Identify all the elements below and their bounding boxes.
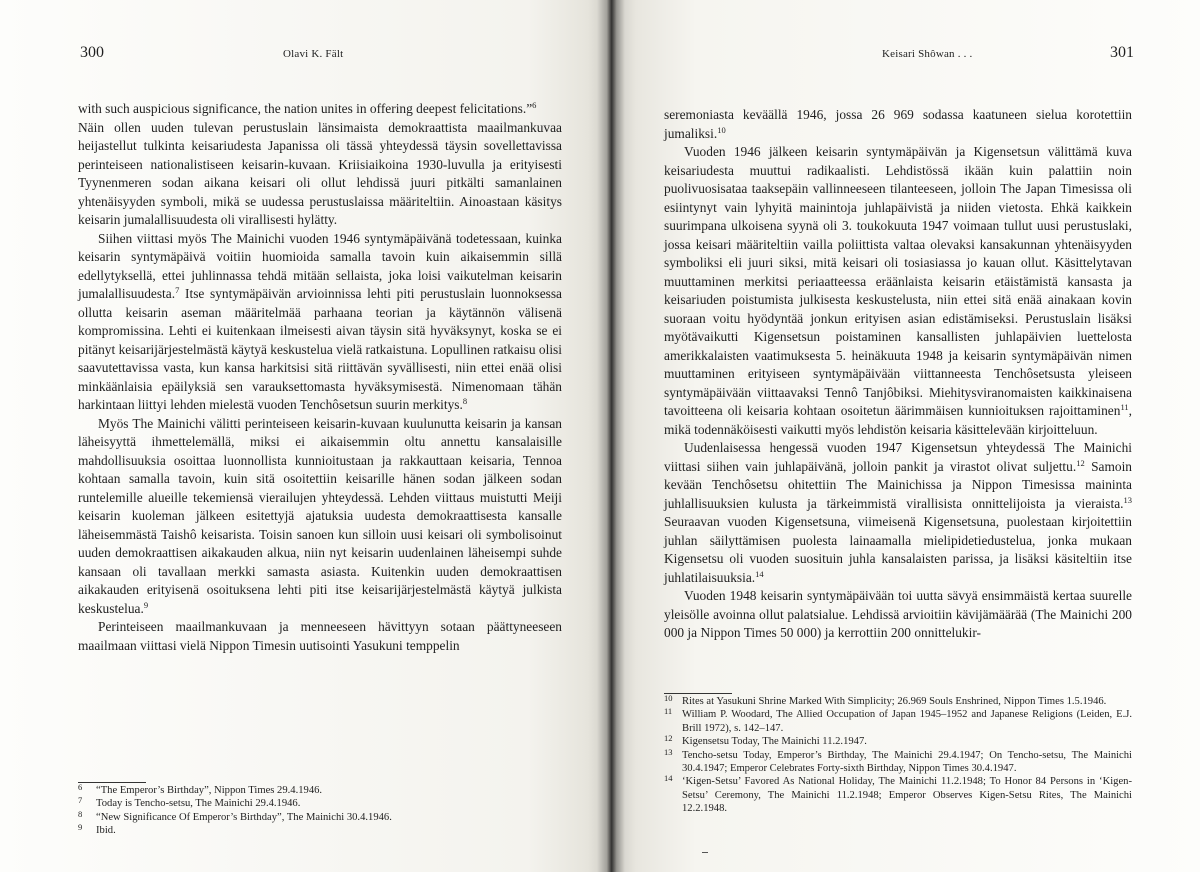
right-footnote: 10 Rites at Yasukuni Shrine Marked With Simplicity; 26.969 Souls Enshrined, Nippon Times 1.5.1946. <box>664 693 1107 707</box>
right-paragraph <box>664 439 1132 587</box>
footnote-text: “New Significance Of Emperor’s Birthday”, The Mainichi 30.4.1946. <box>96 811 392 823</box>
footnote-text: ‘Kigen-Setsu’ Favored As National Holiday, The Mainichi 11.2.1948; To Honor 84 Persons in ‘Kigen-Setsu’ Ceremony, The Mainichi 11.2.1948; Emperor Observes Kigen-Setsu Rites, The Mainichi 12.2.1948. <box>682 776 1132 815</box>
footnote-reference: 6 <box>532 100 537 110</box>
footnote-reference: 8 <box>462 396 468 406</box>
left-page-number: 300 <box>80 44 104 61</box>
right-footnote: 13 Tencho-setsu Today, Emperor’s Birthday, The Mainichi 29.4.1947; On Tencho-setsu, The Mainichi 30.4.1947; Emperor Celebrates Forty-sixth Birthday, Nippon Times 30.4.1947. <box>664 746 1132 775</box>
left-paragraph <box>78 618 562 655</box>
paragraph-text: Samoin kevään Tenchôsetsu ohitettiin The Mainichissa ja Nippon Timesissa maininta juhlallisuuksien kulusta ja tärkeimmistä virallisista onnittelijoista ja vieraista. <box>664 458 1132 511</box>
footnote-reference: 14 <box>755 568 764 579</box>
left-paragraph <box>78 100 562 119</box>
left-paragraph <box>78 119 562 230</box>
right-paragraph <box>664 143 1132 439</box>
paragraph-text: Vuoden 1948 keisarin syntymäpäivään toi uutta sävyä ensimmäistä kertaa suurelle yleisölle avoinna ollut palatsialue. Lehdissä arvioitiin kävijämäärää (The Mainichi 200 000 ja Nippon Times 50 000) ja kerrottiin 200 onnittelukir- <box>664 588 1132 640</box>
left-footnote: 7 Today is Tencho-setsu, The Mainichi 29.4.1946. <box>78 795 301 810</box>
footnote-reference: 13 <box>1123 494 1132 505</box>
paragraph-text: Itse syntymäpäivän arvioinnissa lehti piti perustuslain luonnoksessa ollutta keisarin aseman määritelmää parhaana teorian ja käytännön välisenä kompromissina. Lehti ei kuitenkaan ilmeisesti aivan täysin sitä hyväksynyt, koska se ei pitänyt keisarijärjestelmästä käytyä keskustelua vielä ratkaistuna. Lopullinen ratkaisu olisi saavutettavissa vasta, kun kansa harkitsisi sitä riittävän syvällisesti, niin ettei enää olisi minkäänlaisia epäilyksiä sen varauksettomasta hyväksymisestä. Nimenomaan tähän harkintaan liittyi lehden mielestä vuoden Tenchôsetsun suurin merkitys. <box>78 286 562 412</box>
book-gutter <box>597 0 625 872</box>
left-footnotes <box>78 784 562 838</box>
paragraph-text: Uudenlaisessa hengessä vuoden 1947 Kigensetsun yhteydessä The Mainichi viittasi siihen vain juhlapäivänä, jolloin pankit ja virastot olivat suljettu. <box>664 440 1132 474</box>
page-mark <box>702 852 708 853</box>
paragraph-text: with such auspicious significance, the nation unites in offering deepest felicitations.” <box>78 101 533 116</box>
footnote-text: William P. Woodard, The Allied Occupation of Japan 1945–1952 and Japanese Religions (Leiden, E.J. Brill 1972), s. 142–147. <box>682 709 1132 734</box>
paragraph-text: seremoniasta keväällä 1946, jossa 26 969 sodassa kaatuneen sielua korotettiin jumaliksi. <box>664 107 1132 141</box>
right-page-header <box>664 42 1132 64</box>
footnote-text: Today is Tencho-setsu, The Mainichi 29.4.1946. <box>96 798 301 810</box>
footnote-reference: 12 <box>1076 457 1085 468</box>
footnote-reference: 7 <box>175 285 180 295</box>
footnote-text: Rites at Yasukuni Shrine Marked With Simplicity; 26.969 Souls Enshrined, Nippon Times 1.5.1946. <box>682 696 1107 707</box>
paragraph-text: Myös The Mainichi välitti perinteiseen keisarin-kuvaan kuulunutta keisarin ja kansan läheisyyttä ihmettelemällä, miksi ei aikaisemmin oltu annettu kansalaisille mahdollisuuksia osoittaa luonnollista kunnioitustaan ja rakkauttaan keisaria, Tennoa kohtaan samalla tavoin, kuin sitä osoitettiin keisarille hänen sodan jälkeen sodan runtelemille alueille tekemiensä vierailujen yhteydessä. Lehden viittaus muistutti Meiji keisarin kuoleman jälkeen esitettyjä ajatuksia uudesta demokraattisesta kansalle läheisemmästä Taishô keisarista. Toisin sanoen kun silloin uusi keisari oli symbolisoinut uuden demokraattisen aikakauden alkua, niin nyt keisarin uudenlainen läheisempi suhde kansaan oli tavallaan merkki samasta asiasta. Kuitenkin uuden demokraattisen aikakauden erityisenä osoituksena lehti piti itse keisarijärjestelmästä käytyä julkista keskustelua. <box>78 415 562 616</box>
paragraph-text: Siihen viittasi myös The Mainichi vuoden 1946 syntymäpäivänä todetessaan, kuinka keisarin syntymäpäivä voitiin huomioida samalla tavoin kuin aikaisemmin sillä edellytyksellä, ettei juhlinnassa tehdä mitään sellaista, joka loisi vaikutelman keisarin jumalallisuudesta. <box>78 230 562 301</box>
paragraph-text: Seuraavan vuoden Kigensetsuna, viimeisenä Kigensetsuna, puolestaan kirjoitettiin juhlan säilyttämisen puolesta lainaamalla mielipidetiedustelua, jonka mukaan Kigensetsu oli vuoden suosituin juhla kansalaisten parissa, ja lisäksi käsiteltiin itse juhlatilaisuuksia. <box>664 514 1132 585</box>
footnote-text: Kigensetsu Today, The Mainichi 11.2.1947. <box>682 736 867 748</box>
right-page <box>664 0 1132 872</box>
paragraph-text: , mikä todennäköisesti vaikutti myös lehdistön keisaria käsittelevään kirjoitteluun. <box>664 403 1132 437</box>
right-body-text <box>664 106 1132 643</box>
right-running-head: Keisari Shôwan . . . <box>882 48 973 60</box>
footnote-text: Tencho-setsu Today, Emperor’s Birthday, The Mainichi 29.4.1947; On Tencho-setsu, The Mainichi 30.4.1947; Emperor Celebrates Forty-sixth Birthday, Nippon Times 30.4.1947. <box>682 749 1132 775</box>
footnote-reference: 11 <box>1120 402 1129 412</box>
paragraph-text: Vuoden 1946 jälkeen keisarin syntymäpäivän ja Kigensetsun välittämä kuva keisariudesta muuttui radikaalisti. Lehdistössä ikään kuin palattiin noin puolivuosisataa taaksepäin vallinneeseen tilanteeseen, jolloin The Japan Timesissa oli esiintynyt vain lyhyitä mainintoja juhlapäivistä ja niiden vietosta. Ehkä kaikkein suurimpana ulkoisena syynä oli 3. toukokuuta 1947 voimaan tullut uusi perustuslaki, jossa keisari määriteltiin vailla poliittista valtaa olevaksi kansakunnan yhtenäisyyden symboliksi eli juuri siksi, mitä keisari oli tosiasiassa jo kauan ollut. Käsittelytavan muuttaminen merkitsi periaatteessa eräänlaista keisarin etäistämistä kansasta ja keisariuden poistumista julkisesta keskustelusta, niin ettei sitä enää ainakaan kovin suoraan voitu hyödyntää jonkun erityisen asian edistämiseksi. Perustuslain lisäksi myötävaikutti Kigensetsun poistaminen kansallisten juhlapäivien luettelosta amerikkalaisten vaatimuksesta 5. heinäkuuta 1948 ja keisarin syntymäpäivän nimen muuttaminen erityiseen syntymäpäivään viittanneesta Tenchôsetsusta yleiseen syntymäpäivään viittaavaksi Tennô Tanjôbiksi. Miehitysviranomaisten kaikkinaisena tavoitteena oli keisaria kohtaan osoitetun äärimmäisen kunnioituksen rajoittaminen <box>664 144 1132 418</box>
footnote-reference: 9 <box>143 599 149 610</box>
footnote-text: Ibid. <box>96 825 116 837</box>
right-page-number: 301 <box>1110 44 1134 61</box>
footnote-text: “The Emperor’s Birthday”, Nippon Times 29.4.1946. <box>96 785 323 796</box>
footnote-reference: 10 <box>717 124 726 135</box>
left-footnote: 6 “The Emperor’s Birthday”, Nippon Times 29.4.1946. <box>78 782 323 796</box>
left-page-header <box>78 42 562 64</box>
right-paragraph <box>664 587 1132 643</box>
left-paragraph <box>78 415 562 619</box>
left-footnote-rule <box>78 782 146 783</box>
left-footnote: 8 “New Significance Of Emperor’s Birthday”, The Mainichi 30.4.1946. <box>78 808 392 823</box>
paragraph-text: Näin ollen uuden tulevan perustuslain länsimaista demokraattista maailmankuvaa heijastellut tulkinta keisariudesta Japanissa oli tässä yhteydessä täysin sovellettavissa perinteiseen nationalistiseen keisarin-kuvaan. Kriisiaikoina 1930-luvulla ja erityisesti Tyynenmeren sodan aikana keisari oli ollut lehdissä juuri pitkälti samanlainen yhtenäisyyden symboli, mikä se uudessa perustuslaissa määriteltiin. Ainoastaan käsitys keisarin jumalallisuudesta oli virallisesti hylätty. <box>78 119 562 227</box>
right-footnote: 12 Kigensetsu Today, The Mainichi 11.2.1947. <box>664 733 867 748</box>
left-running-head: Olavi K. Fält <box>283 48 344 60</box>
right-footnote: 14 ‘Kigen-Setsu’ Favored As National Holiday, The Mainichi 11.2.1948; To Honor 84 Persons in ‘Kigen-Setsu’ Ceremony, The Mainichi 11.2.1948; Emperor Observes Kigen-Setsu Rites, The Mainichi 12.2.1948. <box>664 773 1132 815</box>
left-footnote: 9 Ibid. <box>78 822 116 837</box>
right-paragraph <box>664 106 1132 143</box>
right-footnote-rule <box>664 693 732 694</box>
left-page <box>78 0 562 872</box>
right-footnote: 11 William P. Woodard, The Allied Occupation of Japan 1945–1952 and Japanese Religions (Leiden, E.J. Brill 1972), s. 142–147. <box>664 706 1132 734</box>
left-paragraph <box>78 230 562 415</box>
right-footnotes <box>664 695 1132 816</box>
paragraph-text: Perinteiseen maailmankuvaan ja menneeseen hävittyyn sotaan päättyneeseen maailmaan viittasi vielä Nippon Timesin uutisointi Yasukuni temppelin <box>78 619 562 653</box>
left-body-text <box>78 100 562 655</box>
